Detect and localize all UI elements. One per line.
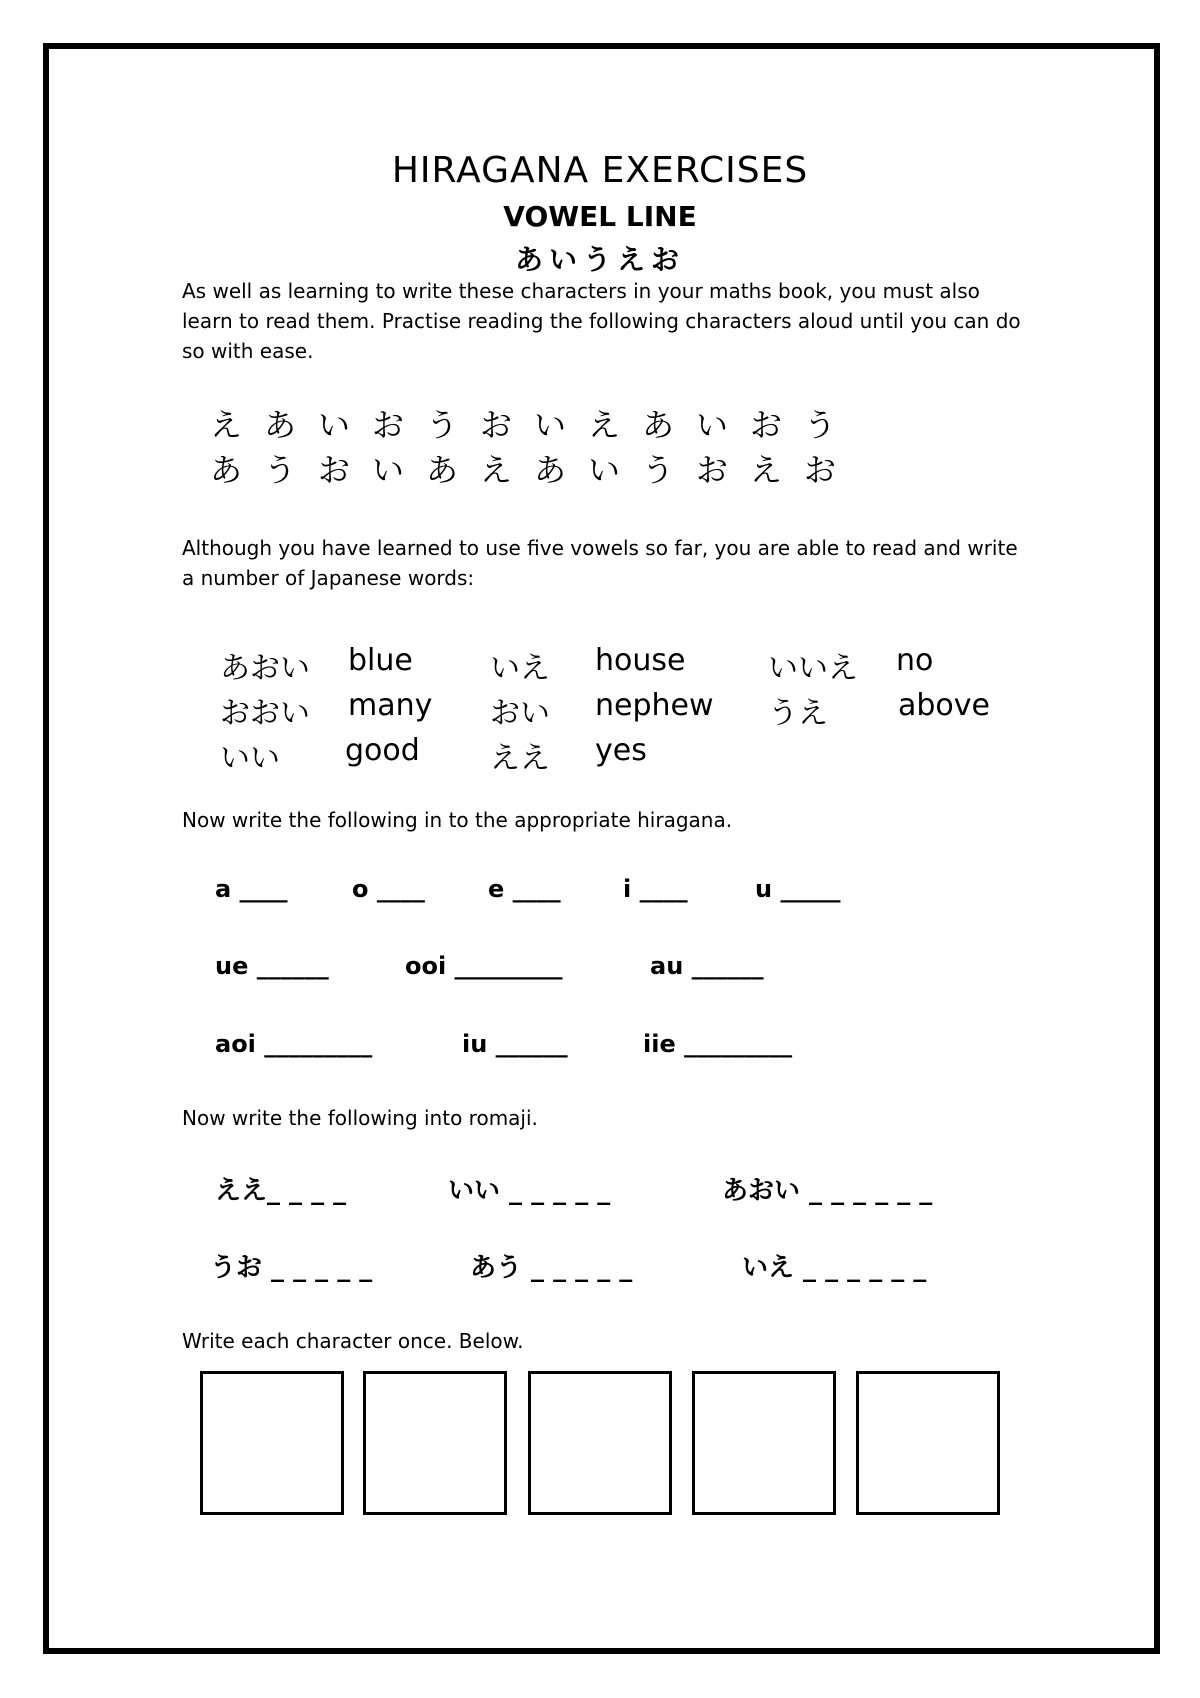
hiragana-exercise[interactable]: ue ______ <box>215 952 329 980</box>
hiragana-exercise[interactable]: iie _________ <box>643 1030 793 1058</box>
vocab-intro-paragraph: Although you have learned to use five vowels so far, you are able to read and write a number of Japanese words: <box>182 536 1018 590</box>
hiragana-exercise[interactable]: iu ______ <box>462 1030 568 1058</box>
writing-box[interactable] <box>692 1371 836 1515</box>
vocab-english: blue <box>348 643 413 678</box>
hiragana-exercise[interactable]: ooi _________ <box>405 952 563 980</box>
hiragana-exercise[interactable]: a ____ <box>215 875 288 903</box>
hiragana-instruction: Now write the following in to the appropriate hiragana. <box>182 808 733 832</box>
romaji-exercise[interactable]: あう _ _ _ _ _ <box>470 1253 633 1283</box>
writing-box[interactable] <box>363 1371 507 1515</box>
hiragana-exercise[interactable]: o ____ <box>352 875 425 903</box>
hiragana-exercise[interactable]: i ____ <box>623 875 688 903</box>
writing-box[interactable] <box>528 1371 672 1515</box>
page-subtitle: VOWEL LINE <box>503 200 697 233</box>
hiragana-exercise[interactable]: e ____ <box>488 875 561 903</box>
writing-box[interactable] <box>856 1371 1000 1515</box>
romaji-exercise[interactable]: あおい _ _ _ _ _ _ <box>722 1176 933 1206</box>
romaji-exercise[interactable]: ええ_ _ _ _ <box>215 1176 347 1206</box>
vocab-english: no <box>896 643 934 678</box>
reading-row-2: あうおいあえあいうおえお <box>210 451 859 489</box>
vocab-kana: ええ <box>490 741 550 776</box>
vocab-kana: うえ <box>768 696 828 731</box>
vowel-line: あいうえお <box>514 243 685 276</box>
vocab-kana: おい <box>490 696 550 731</box>
vocab-english: good <box>345 733 420 768</box>
vocab-english: above <box>898 688 990 723</box>
writing-box[interactable] <box>200 1371 344 1515</box>
romaji-exercise[interactable]: いえ _ _ _ _ _ _ <box>742 1253 927 1283</box>
romaji-instruction: Now write the following into romaji. <box>182 1106 538 1130</box>
vocab-kana: おおい <box>220 696 310 731</box>
romaji-exercise[interactable]: うお _ _ _ _ _ <box>210 1253 373 1283</box>
romaji-exercise[interactable]: いい _ _ _ _ _ <box>448 1176 611 1206</box>
page-title: HIRAGANA EXERCISES <box>391 150 809 191</box>
vocab-kana: あおい <box>220 651 310 686</box>
vocab-kana: いい <box>220 741 280 776</box>
hiragana-exercise[interactable]: u _____ <box>755 875 841 903</box>
intro-paragraph: As well as learning to write these characters in your maths book, you must also learn to read them. Practise reading the following characters aloud until you can do so with ease. <box>182 279 1021 363</box>
vocab-english: many <box>348 688 433 723</box>
hiragana-exercise[interactable]: au ______ <box>650 952 764 980</box>
boxes-instruction: Write each character once. Below. <box>182 1329 524 1353</box>
hiragana-exercise[interactable]: aoi _________ <box>215 1030 373 1058</box>
vocab-english: house <box>595 643 686 678</box>
vocab-kana: いいえ <box>768 651 858 686</box>
vocab-english: nephew <box>595 688 714 723</box>
vocab-kana: いえ <box>490 651 550 686</box>
vocab-english: yes <box>595 733 647 768</box>
reading-row-1: えあいおうおいえあいおう <box>210 406 859 444</box>
